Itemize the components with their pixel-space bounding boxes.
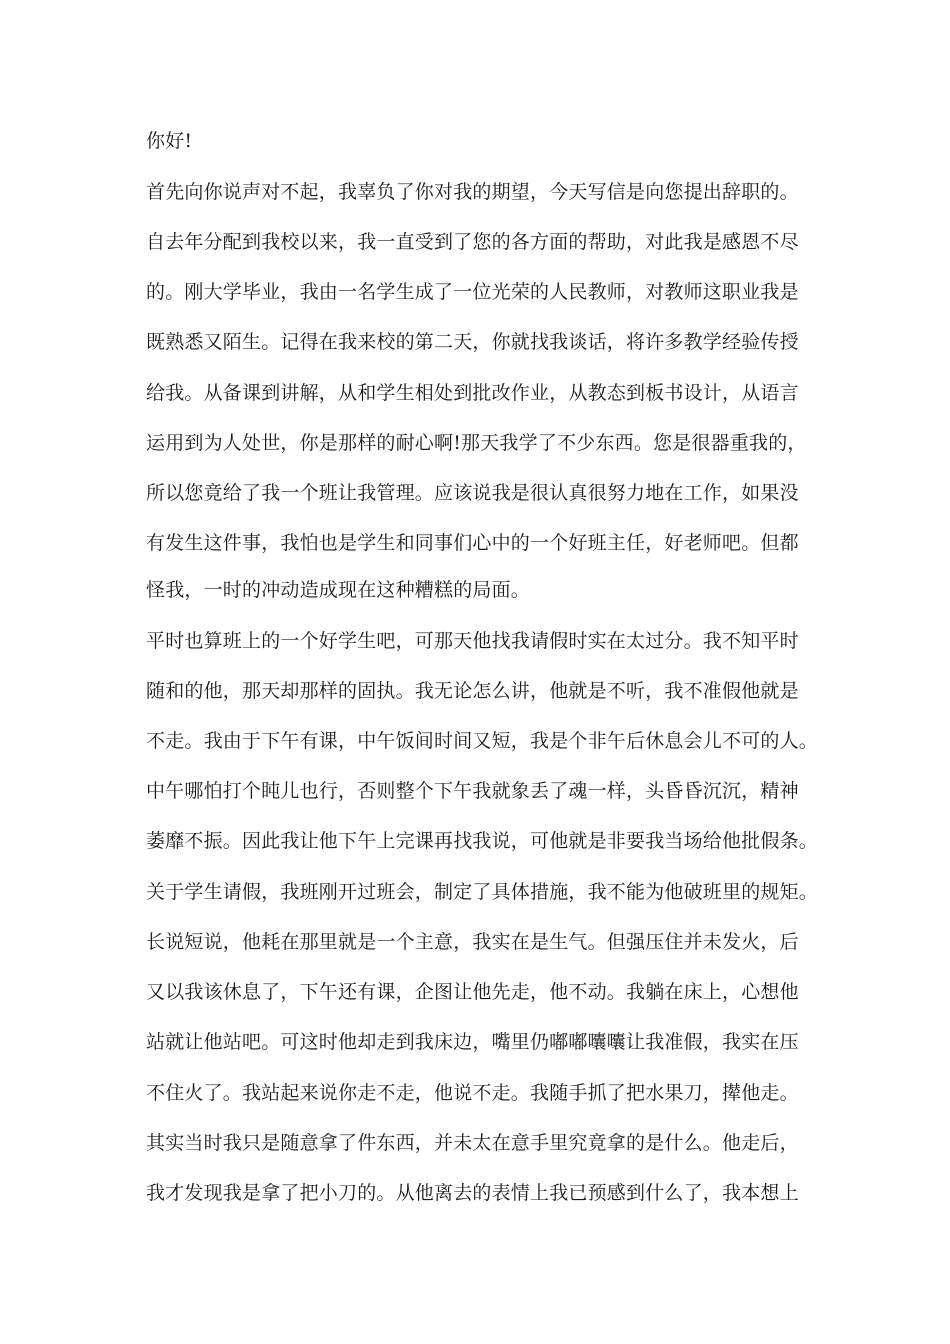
text-line: 又以我该休息了，下午还有课，企图让他先走，他不动。我躺在床上，心想他 [146, 981, 799, 1003]
text-line: 给我。从备课到讲解，从和学生相处到批改作业，从教态到板书设计，从语言 [146, 382, 799, 404]
text-line: 既熟悉又陌生。记得在我来校的第二天，你就找我谈话，将许多教学经验传授 [146, 331, 799, 353]
text-line: 怪我，一时的冲动造成现在这种糟糕的局面。 [146, 579, 531, 601]
text-line: 不住火了。我站起来说你走不走，他说不走。我随手抓了把水果刀，撵他走。 [146, 1082, 799, 1104]
text-line: 我才发现我是拿了把小刀的。从他离去的表情上我已预感到什么了，我本想上 [146, 1182, 799, 1204]
text-line: 运用到为人处世，你是那样的耐心啊!那天我学了不少东西。您是很器重我的， [146, 432, 807, 454]
text-line: 平时也算班上的一个好学生吧，可那天他找我请假时实在太过分。我不知平时 [146, 630, 799, 652]
text-line: 所以您竟给了我一个班让我管理。应该说我是很认真很努力地在工作，如果没 [146, 482, 799, 504]
text-line: 长说短说，他耗在那里就是一个主意，我实在是生气。但强压住并未发火，后 [146, 931, 799, 953]
text-line: 萎靡不振。因此我让他下午上完课再找我说，可他就是非要我当场给他批假条。 [146, 830, 819, 852]
text-line: 首先向你说声对不起，我辜负了你对我的期望，今天写信是向您提出辞职的。 [146, 181, 799, 203]
text-line: 不走。我由于下午有课，中午饭间时间又短，我是个非午后休息会儿不可的人。 [146, 730, 819, 752]
text-line: 其实当时我只是随意拿了件东西，并未太在意手里究竟拿的是什么。他走后， [146, 1132, 799, 1154]
text-line: 随和的他，那天却那样的固执。我无论怎么讲，他就是不听，我不准假他就是 [146, 680, 799, 702]
text-line: 中午哪怕打个盹儿也行，否则整个下午我就象丢了魂一样，头昏昏沉沉，精神 [146, 780, 799, 802]
text-line: 关于学生请假，我班刚开过班会，制定了具体措施，我不能为他破班里的规矩。 [146, 881, 819, 903]
text-line: 自去年分配到我校以来，我一直受到了您的各方面的帮助，对此我是感恩不尽 [146, 231, 799, 253]
greeting-line: 你好! [146, 130, 193, 152]
text-line: 有发生这件事，我怕也是学生和同事们心中的一个好班主任，好老师吧。但都 [146, 532, 799, 554]
text-line: 的。刚大学毕业，我由一名学生成了一位光荣的人民教师，对教师这职业我是 [146, 281, 799, 303]
text-line: 站就让他站吧。可这时他却走到我床边，嘴里仍嘟嘟囔囔让我准假，我实在压 [146, 1031, 799, 1053]
